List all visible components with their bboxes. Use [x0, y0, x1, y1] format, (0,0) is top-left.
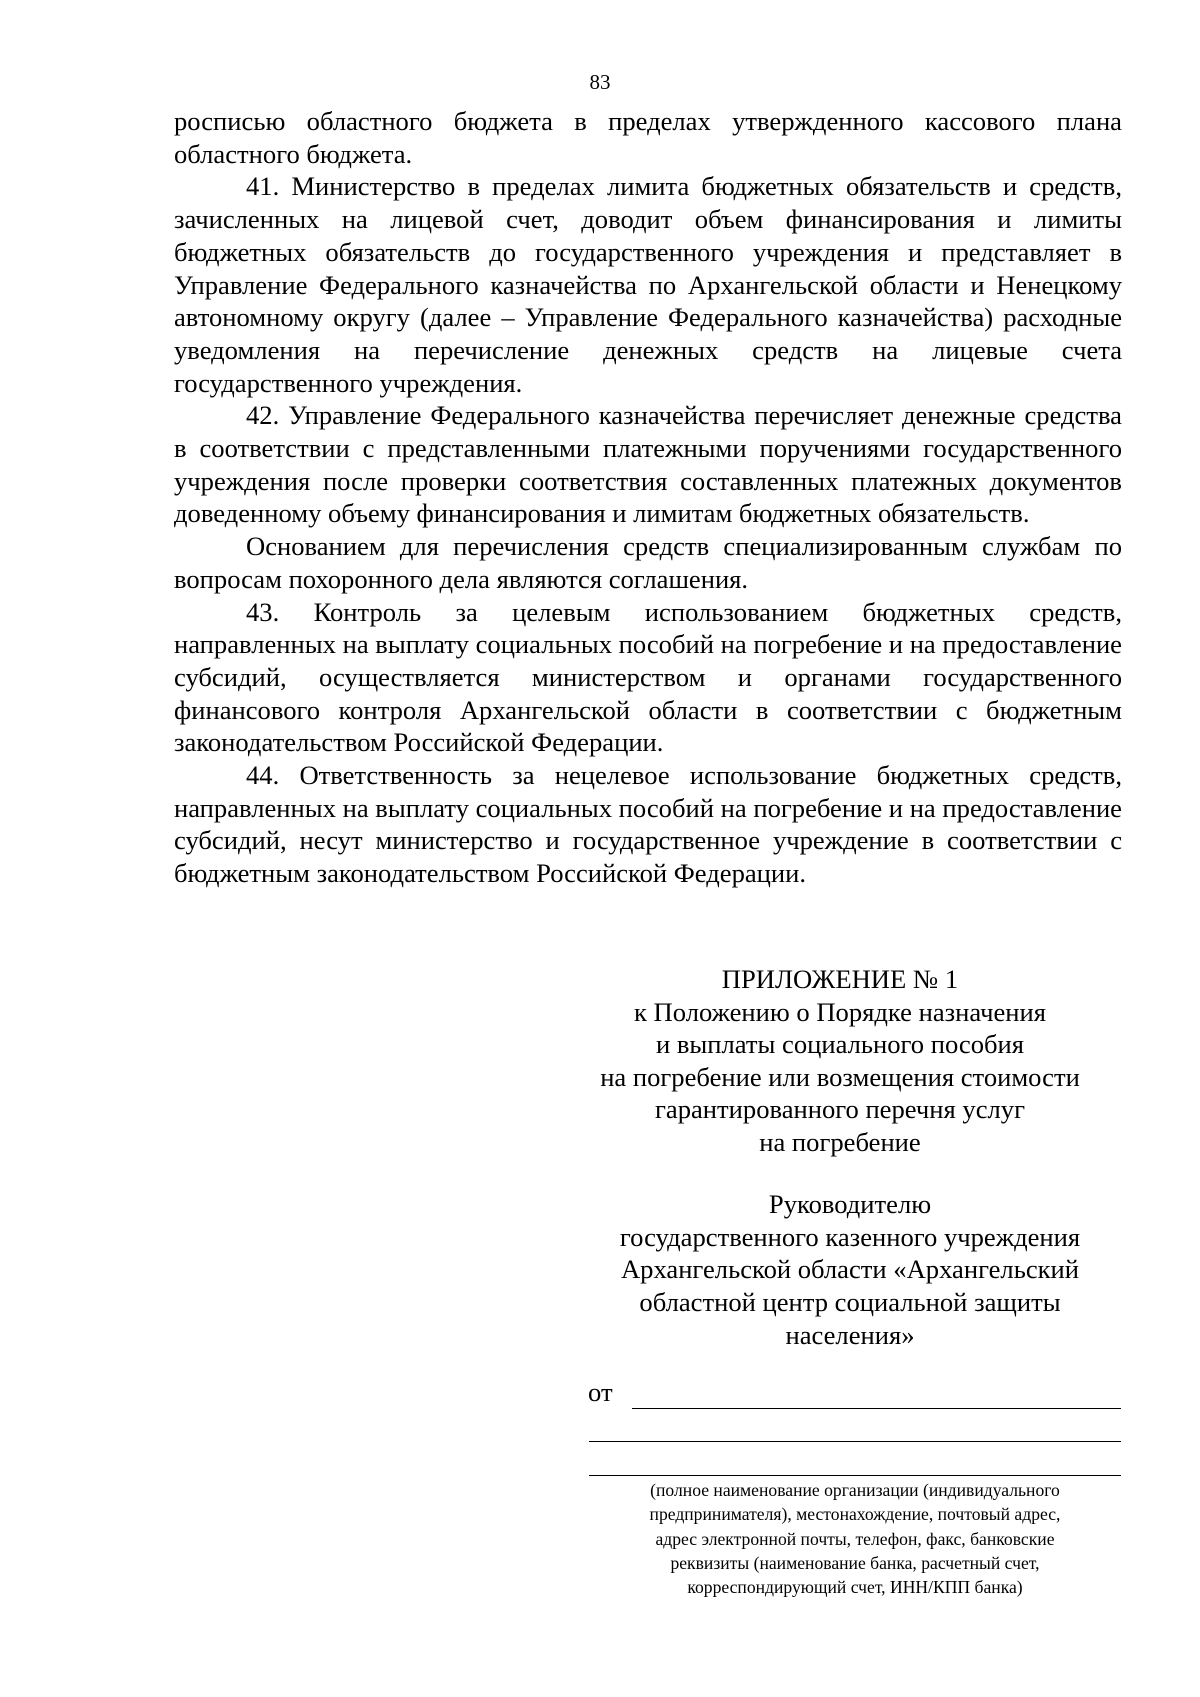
- appendix-line: и выплаты социального пособия: [655, 1029, 1025, 1059]
- from-underline[interactable]: [632, 1408, 1121, 1409]
- paragraph-41: 41. Министерство в пределах лимита бюджетных обязательств и средств, зачисленных на лицевой счет, доводит объем финансирования и лимиты бюджетных обязательств до государственного учреждения и представляет в Управление Федерального казначейства по Архангельской области и Ненецкому автономному округу (далее – Управление Федерального казначейства) расходные уведомления на перечисление денежных средств на лицевые счета государственного учреждения.: [174, 171, 1122, 398]
- paragraph-basis: Основанием для перечисления средств специализированным службам по вопросам похоронного дела являются соглашения.: [174, 531, 1122, 594]
- blank-fill-line[interactable]: [589, 1475, 1121, 1476]
- appendix-title: ПРИЛОЖЕНИЕ № 1: [721, 964, 959, 994]
- appendix-line: на погребение или возмещения стоимости: [600, 1061, 1080, 1092]
- from-field[interactable]: [588, 1376, 1121, 1410]
- appendix-line: на погребение: [759, 1126, 921, 1157]
- blank-fill-line[interactable]: [589, 1441, 1121, 1442]
- appendix-header: [560, 963, 1120, 1158]
- hint-line: (полное наименование организации (индивидуального: [650, 1480, 1060, 1500]
- hint-line: корреспондирующий счет, ИНН/КПП банка): [687, 1577, 1023, 1598]
- addressee-line: Архангельской области «Архангельский: [620, 1254, 1080, 1285]
- document-body: [174, 105, 1122, 890]
- hint-line: адрес электронной почты, телефон, факс, банковские: [655, 1528, 1055, 1549]
- from-label: от: [588, 1377, 613, 1407]
- appendix-line: гарантированного перечня услуг: [655, 1094, 1025, 1124]
- page-number: 83: [589, 70, 611, 94]
- field-hint: [589, 1478, 1121, 1599]
- paragraph-42: 42. Управление Федерального казначейства перечисляет денежные средства в соответствии с представленными платежными поручениями государственного учреждения после проверки соответствия составленных платежных документов доведенному объему финансирования и лимитам бюджетных обязательств.: [174, 400, 1122, 529]
- paragraph-continuation: росписью областного бюджета в пределах утвержденного кассового плана областного бюджета.: [174, 106, 1122, 169]
- addressee-line: Руководителю: [768, 1189, 932, 1219]
- paragraph-43: 43. Контроль за целевым использованием бюджетных средств, направленных на выплату социальных пособий на погребение и на предоставление субсидий, осуществляется министерством и органами государственного финансового контроля Архангельской области в соответствии с бюджетным законодательством Российской Федерации.: [174, 596, 1122, 758]
- hint-line: реквизиты (наименование банка, расчетный счет,: [670, 1552, 1040, 1573]
- addressee-line: областной центр социальной защиты: [639, 1287, 1061, 1318]
- hint-line: предпринимателя), местонахождение, почтовый адрес,: [649, 1504, 1061, 1525]
- paragraph-44: 44. Ответственность за нецелевое использование бюджетных средств, направленных на выплату социальных пособий на погребение и на предоставление субсидий, несут министерство и государственное учреждение в соответствии с бюджетным законодательством Российской Федерации.: [174, 760, 1122, 889]
- addressee-block: [570, 1188, 1130, 1352]
- addressee-line: населения»: [785, 1319, 915, 1350]
- appendix-line: к Положению о Порядке назначения: [633, 996, 1047, 1027]
- addressee-line: государственного казенного учреждения: [619, 1221, 1081, 1252]
